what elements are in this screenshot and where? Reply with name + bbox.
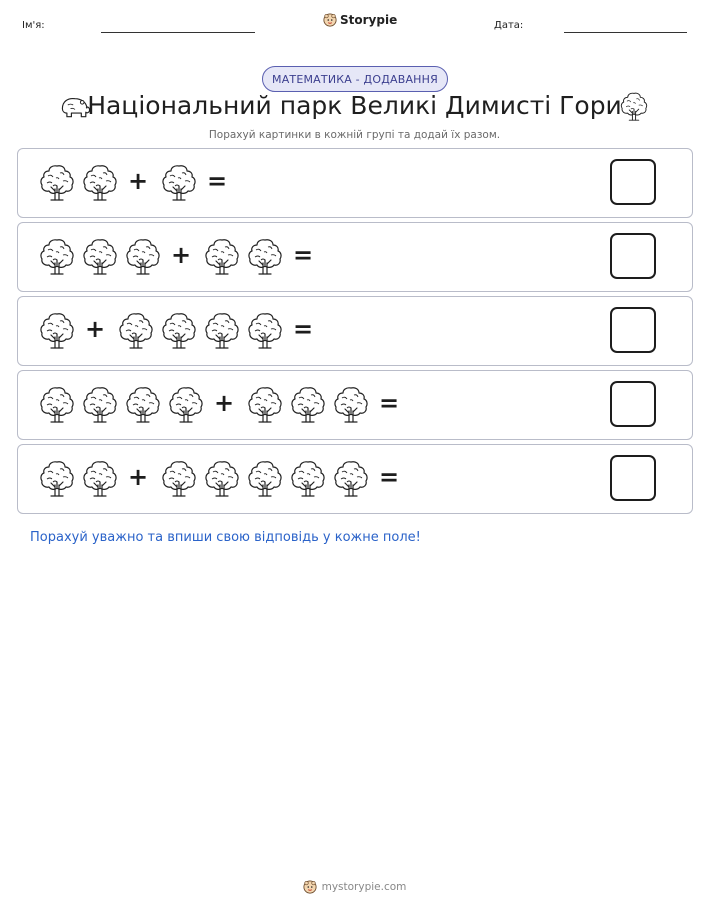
answer-box[interactable] (610, 307, 656, 353)
equals-sign: = (379, 389, 400, 417)
tree-icon (38, 236, 76, 276)
tree-icon (619, 90, 649, 122)
tree-icon (124, 236, 162, 276)
subject-badge: МАТЕМАТИКА - ДОДАВАННЯ (262, 66, 448, 92)
storypie-logo-icon (323, 13, 337, 27)
plus-sign: + (214, 389, 235, 417)
tree-icon (289, 384, 327, 424)
instruction-text: Порахуй уважно та впиши свою відповідь у кожне поле! (30, 530, 421, 545)
tree-icon (203, 458, 241, 498)
tree-icon (117, 310, 155, 350)
tree-icon (289, 458, 327, 498)
tree-icon (167, 384, 205, 424)
storypie-logo-icon (303, 880, 317, 894)
tree-icon (203, 236, 241, 276)
tree-icon (81, 162, 119, 202)
problem-row (17, 148, 693, 218)
tree-icon (38, 162, 76, 202)
tree-icon (124, 384, 162, 424)
tree-icon (246, 458, 284, 498)
name-label: Ім'я: (22, 20, 45, 31)
plus-sign: + (85, 315, 106, 343)
tree-icon (246, 310, 284, 350)
problem-row (17, 296, 693, 366)
brand-logo (323, 13, 397, 27)
brand-name: Storypie (340, 13, 398, 27)
date-field[interactable] (564, 32, 687, 33)
tree-icon (203, 310, 241, 350)
equals-sign: = (293, 241, 314, 269)
tree-icon (332, 384, 370, 424)
equals-sign: = (293, 315, 314, 343)
equals-sign: = (207, 167, 228, 195)
problem-row (17, 444, 693, 514)
equals-sign: = (379, 463, 400, 491)
footer-url: mystorypie.com (321, 881, 407, 893)
tree-icon (81, 236, 119, 276)
page-title: Національний парк Великі Димисті Гори (87, 91, 622, 120)
tree-icon (160, 162, 198, 202)
problem-row (17, 222, 693, 292)
answer-box[interactable] (610, 455, 656, 501)
tree-icon (160, 458, 198, 498)
tree-icon (332, 458, 370, 498)
plus-sign: + (171, 241, 192, 269)
tree-icon (81, 458, 119, 498)
footer (0, 880, 709, 894)
name-field[interactable] (101, 32, 255, 33)
tree-icon (38, 310, 76, 350)
answer-box[interactable] (610, 159, 656, 205)
tree-icon (81, 384, 119, 424)
tree-icon (38, 384, 76, 424)
date-label: Дата: (494, 20, 524, 31)
answer-box[interactable] (610, 233, 656, 279)
page-subtitle: Порахуй картинки в кожній групі та додай їх разом. (208, 129, 501, 141)
plus-sign: + (128, 167, 149, 195)
problem-row (17, 370, 693, 440)
tree-icon (160, 310, 198, 350)
tree-icon (246, 384, 284, 424)
tree-icon (246, 236, 284, 276)
plus-sign: + (128, 463, 149, 491)
answer-box[interactable] (610, 381, 656, 427)
tree-icon (38, 458, 76, 498)
